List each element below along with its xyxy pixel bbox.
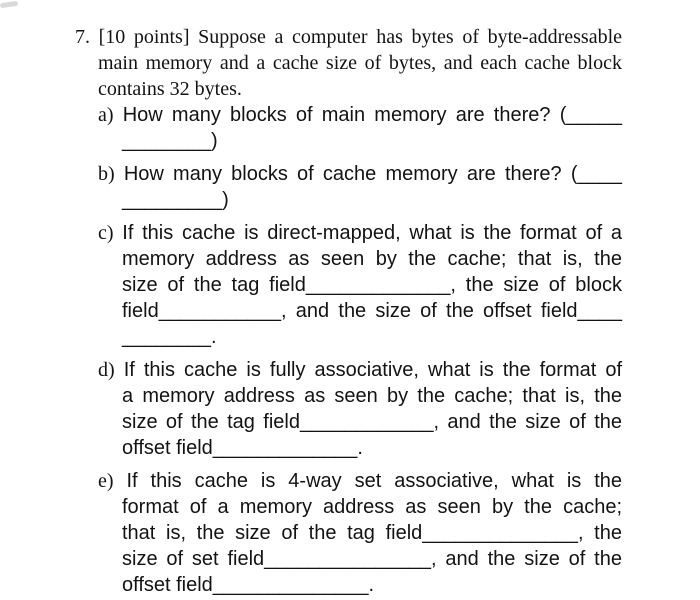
question-item-b	[75, 161, 622, 213]
item-d-text: a memory address as seen by the cache; that is, the	[122, 385, 622, 407]
item-d-text: size of the tag field____________, and the size of the	[122, 411, 622, 433]
question-header-text: [10 points] Suppose a computer has bytes of byte-addressable	[98, 26, 623, 48]
item-b-line-1	[75, 161, 622, 187]
question-item-e	[75, 468, 622, 598]
question-header-line-1	[75, 24, 622, 50]
question-header-line-2	[75, 50, 622, 76]
scan-artifact	[0, 1, 18, 8]
item-e-text: that is, the size of the tag field______________, the	[122, 522, 622, 544]
item-d-blank: offset field_____________.	[122, 437, 363, 459]
item-d-line-3	[75, 409, 622, 435]
item-a-text: How many blocks of main memory are there? (_____	[122, 104, 622, 126]
question-header-text: main memory and a cache size of bytes, and each cache block	[98, 52, 622, 74]
item-c-text: field___________, and the size of the offset field____	[122, 300, 622, 322]
question-header-text: contains 32 bytes.	[98, 78, 242, 100]
question-header-line-3	[75, 76, 622, 102]
item-c-line-3	[75, 272, 622, 298]
item-a-letter: a)	[98, 104, 114, 126]
item-b-text: How many blocks of cache memory are there? (____	[123, 163, 622, 185]
question-header	[75, 24, 622, 102]
item-a-blank: ________)	[122, 130, 218, 152]
item-b-line-2	[75, 187, 622, 213]
item-c-line-4	[75, 298, 622, 324]
item-e-line-2	[75, 494, 622, 520]
item-e-text: If this cache is 4-way set associative, what is the	[126, 470, 623, 492]
question-7	[75, 24, 622, 598]
item-c-letter: c)	[98, 222, 114, 244]
item-c-line-2	[75, 246, 622, 272]
question-item-a	[75, 102, 622, 154]
question-item-c	[75, 220, 622, 350]
item-a-line-2	[75, 128, 622, 154]
item-e-blank: offset field______________.	[122, 574, 375, 596]
item-b-letter: b)	[98, 163, 115, 185]
item-e-line-3	[75, 520, 622, 546]
item-b-blank: _________)	[122, 189, 229, 211]
item-d-line-4	[75, 435, 622, 461]
item-e-text: format of a memory address as seen by the cache;	[122, 496, 622, 518]
item-c-line-5	[75, 324, 622, 350]
item-c-text: memory address as seen by the cache; that is, the	[122, 248, 622, 270]
item-e-letter: e)	[98, 470, 114, 492]
item-d-line-1	[75, 357, 622, 383]
item-e-text: size of set field_______________, and the size of the	[122, 548, 622, 570]
item-d-line-2	[75, 383, 622, 409]
item-c-line-1	[75, 220, 622, 246]
question-number: 7.	[75, 26, 90, 48]
question-item-d	[75, 357, 622, 461]
item-c-text: size of the tag field_____________, the size of block	[122, 274, 622, 296]
item-e-line-4	[75, 546, 622, 572]
item-c-blank: ________.	[122, 326, 217, 348]
item-e-line-5	[75, 572, 622, 598]
item-e-line-1	[75, 468, 622, 494]
item-a-line-1	[75, 102, 622, 128]
item-d-text: If this cache is fully associative, what is the format of	[123, 359, 623, 381]
item-c-text: If this cache is direct-mapped, what is the format of a	[122, 222, 622, 244]
item-d-letter: d)	[98, 359, 115, 381]
